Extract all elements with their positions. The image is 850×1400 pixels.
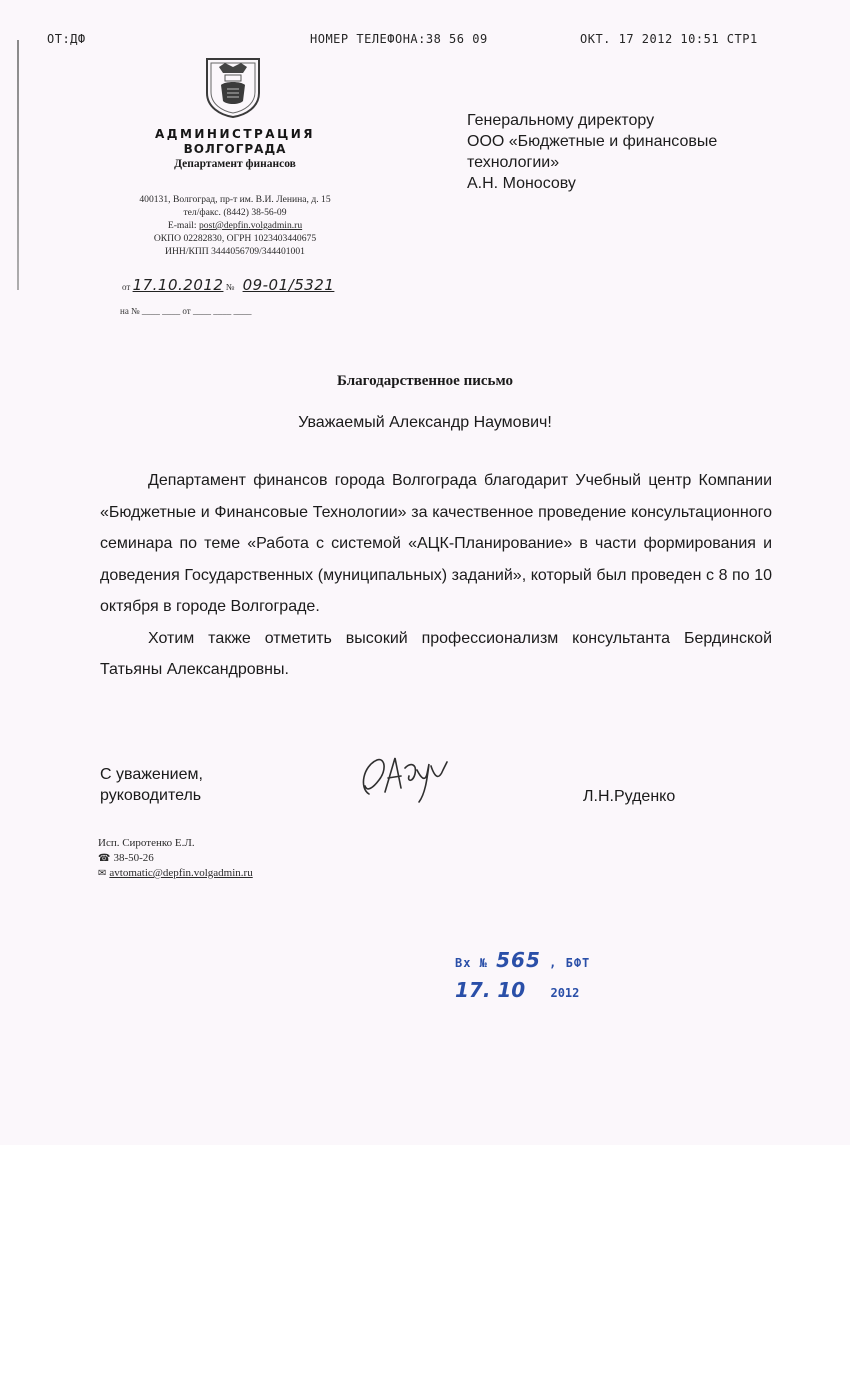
org-email-label: E-mail: bbox=[167, 220, 199, 231]
fax-header-datetime: ОКТ. 17 2012 10:51 СТР1 bbox=[580, 32, 758, 46]
scan-edge-shadow bbox=[17, 40, 19, 290]
addressee-company-line1: ООО «Бюджетные и финансовые bbox=[467, 133, 718, 150]
executor-email-line bbox=[98, 866, 253, 881]
signer-name: Л.Н.Руденко bbox=[583, 788, 676, 805]
registration-number: 09-01/5321 bbox=[242, 276, 335, 294]
executor-phone-line bbox=[98, 851, 253, 866]
fax-header-phone: НОМЕР ТЕЛЕФОНА:38 56 09 bbox=[310, 32, 488, 46]
stamp-number: 565 bbox=[496, 948, 541, 972]
incoming-stamp bbox=[455, 948, 590, 1002]
handwritten-signature bbox=[355, 748, 465, 813]
registration-date: 17.10.2012 bbox=[132, 276, 224, 294]
envelope-icon: ✉ bbox=[98, 868, 107, 879]
registration-line bbox=[122, 276, 334, 294]
letter-greeting: Уважаемый Александр Наумович! bbox=[298, 414, 552, 431]
stamp-org: БФТ bbox=[565, 956, 591, 970]
letter-title: Благодарственное письмо bbox=[337, 373, 513, 389]
executor-phone: 38-50-26 bbox=[113, 852, 154, 864]
letterhead bbox=[110, 127, 360, 170]
volgograd-coat-of-arms-icon bbox=[203, 55, 263, 124]
executor-email-link[interactable]: avtomatic@depfin.volgadmin.ru bbox=[109, 867, 253, 879]
addressee-block bbox=[467, 110, 717, 194]
addressee-position: Генеральному директору bbox=[467, 112, 655, 129]
org-department: Департамент финансов bbox=[174, 158, 296, 170]
closing-regards: С уважением, bbox=[100, 766, 203, 783]
reply-reference-line: на № ____ ____ от ____ ____ ____ bbox=[120, 306, 252, 316]
stamp-year: 2012 bbox=[550, 986, 580, 1000]
body-paragraph-2: Хотим также отметить высокий профессионализм консультанта Бердинской Татьяны Александровны. bbox=[100, 629, 772, 678]
executor-name: Исп. Сиротенко Е.Л. bbox=[98, 837, 195, 849]
org-email-line bbox=[110, 219, 360, 232]
closing-position: руководитель bbox=[100, 787, 202, 804]
org-okpo-ogrn: ОКПО 02282830, ОГРН 1023403440675 bbox=[153, 233, 317, 244]
org-email-link[interactable]: post@depfin.volgadmin.ru bbox=[199, 220, 303, 231]
letterhead-contacts bbox=[110, 193, 360, 258]
org-address: 400131, Волгоград, пр-т им. В.И. Ленина, д. 15 bbox=[139, 194, 331, 205]
addressee-name: А.Н. Моносову bbox=[467, 175, 576, 192]
stamp-line-1: Вх № 565 , БФТ bbox=[455, 948, 591, 972]
registration-prefix: от bbox=[122, 282, 131, 292]
letter-body bbox=[100, 465, 772, 686]
stamp-line-2 bbox=[455, 978, 590, 1002]
org-phone-fax: тел/факс. (8442) 38-56-09 bbox=[183, 207, 287, 218]
stamp-prefix: Вх № bbox=[455, 956, 488, 970]
closing-block bbox=[100, 764, 203, 806]
org-inn-kpp: ИНН/КПП 3444056709/344401001 bbox=[165, 246, 305, 257]
stamp-date: 17. 10 bbox=[455, 978, 526, 1002]
org-name: АДМИНИСТРАЦИЯ bbox=[154, 127, 316, 141]
executor-block bbox=[98, 836, 253, 881]
registration-number-prefix: № bbox=[225, 282, 235, 292]
org-city: ВОЛГОГРАДА bbox=[183, 142, 287, 156]
body-paragraph-1: Департамент финансов города Волгограда благодарит Учебный центр Компании «Бюджетные и Финансовые Технологии» за качественное проведение консультационного семинара по теме «Работа с системой «АЦК-Планирование» в части формирования и доведения Государственных (муниципальных) заданий», который был проведен с 8 по 10 октября в городе Волгограде. bbox=[100, 472, 772, 615]
fax-header-from: ОТ:ДФ bbox=[47, 32, 86, 46]
phone-icon: ☎ bbox=[98, 853, 111, 864]
addressee-company-line2: технологии» bbox=[467, 154, 560, 171]
